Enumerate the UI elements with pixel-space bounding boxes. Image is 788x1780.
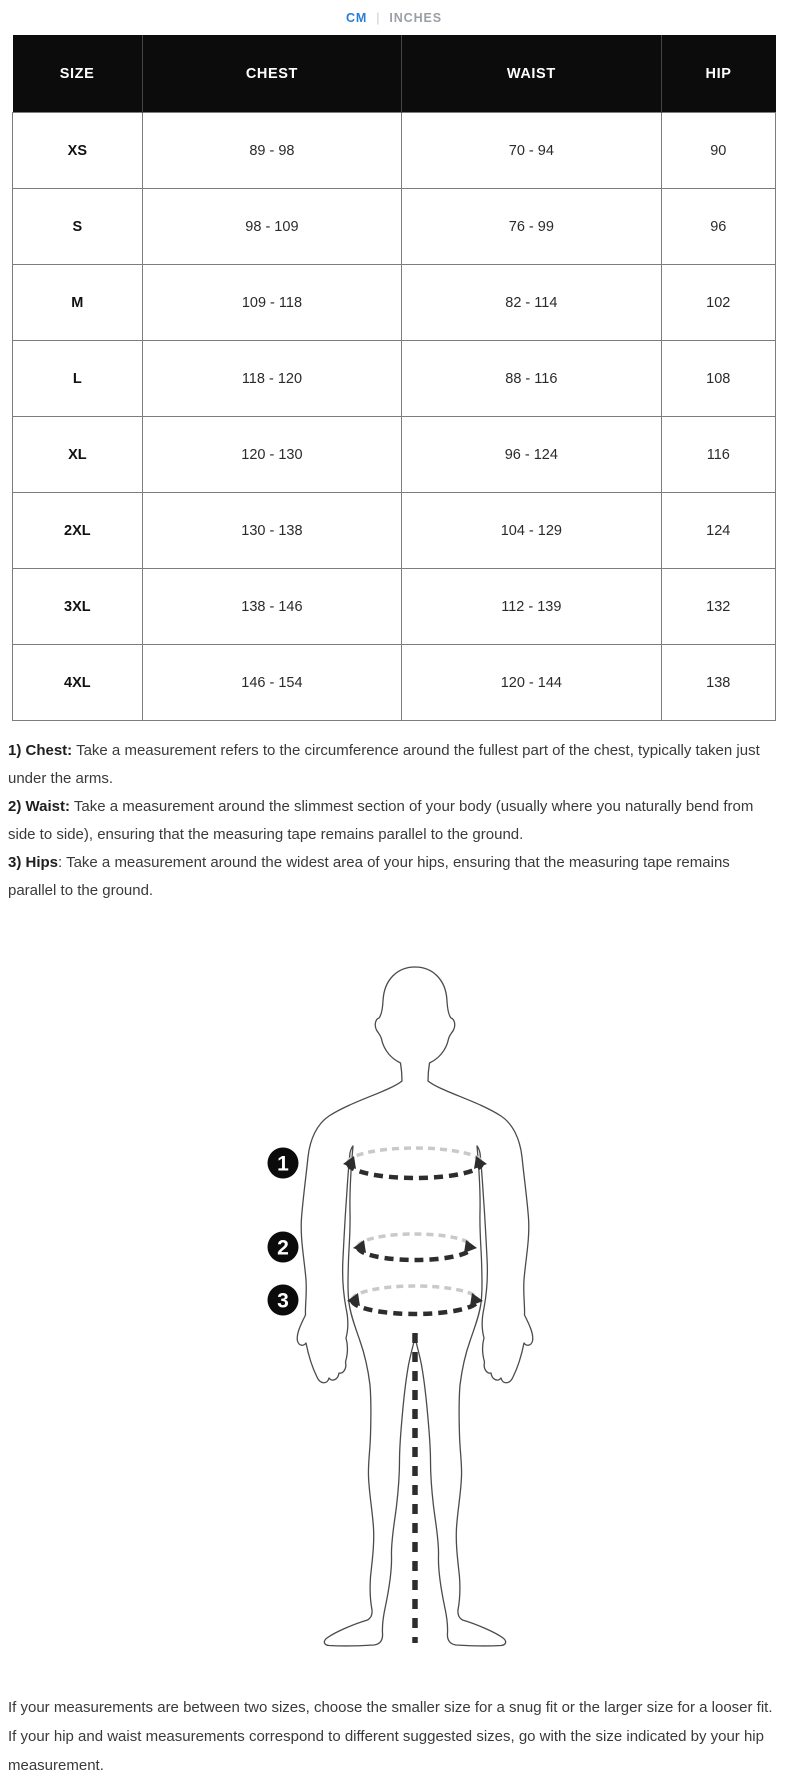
waist-value: 88 - 116 bbox=[402, 341, 661, 417]
size-label: L bbox=[13, 341, 143, 417]
size-label: S bbox=[13, 189, 143, 265]
unit-toggle-inches[interactable]: INCHES bbox=[389, 11, 443, 25]
hip-value: 124 bbox=[661, 493, 775, 569]
size-label: XS bbox=[13, 113, 143, 189]
table-row bbox=[13, 113, 776, 189]
waist-value: 70 - 94 bbox=[402, 113, 661, 189]
header-waist: WAIST bbox=[402, 35, 661, 113]
hip-marker-badge bbox=[268, 1285, 299, 1316]
table-header-row bbox=[13, 35, 776, 113]
table-row bbox=[13, 569, 776, 645]
waist-marker-badge bbox=[268, 1232, 299, 1263]
chest-value: 130 - 138 bbox=[142, 493, 401, 569]
chest-value: 120 - 130 bbox=[142, 417, 401, 493]
waist-value: 82 - 114 bbox=[402, 265, 661, 341]
body-measurement-diagram bbox=[0, 905, 788, 1675]
size-label: M bbox=[13, 265, 143, 341]
header-hip: HIP bbox=[661, 35, 775, 113]
size-chart-table bbox=[12, 35, 776, 721]
chest-value: 109 - 118 bbox=[142, 265, 401, 341]
svg-text:3: 3 bbox=[277, 1289, 289, 1313]
hip-measure-line bbox=[347, 1286, 483, 1314]
chest-value: 146 - 154 bbox=[142, 645, 401, 721]
svg-text:1: 1 bbox=[277, 1152, 289, 1176]
fit-advice-note: If your measurements are between two sizes, choose the smaller size for a snug fit or the larger size for a looser fit. If your hip and waist measurements correspond to different suggested sizes, go with the size indicated by your hip measurement. bbox=[8, 1699, 773, 1774]
waist-value: 104 - 129 bbox=[402, 493, 661, 569]
waist-value: 112 - 139 bbox=[402, 569, 661, 645]
unit-toggle-cm[interactable]: CM bbox=[345, 11, 368, 25]
instruction-hips: 3) Hips: Take a measurement around the widest area of your hips, ensuring that the measuring tape remains parallel to the ground. bbox=[8, 854, 730, 899]
table-row bbox=[13, 265, 776, 341]
size-label: XL bbox=[13, 417, 143, 493]
instruction-waist: 2) Waist: Take a measurement around the slimmest section of your body (usually where you naturally bend from side to side), ensuring that the measuring tape remains parallel to the ground. bbox=[8, 798, 754, 843]
waist-value: 76 - 99 bbox=[402, 189, 661, 265]
hip-value: 90 bbox=[661, 113, 775, 189]
chest-value: 98 - 109 bbox=[142, 189, 401, 265]
header-size: SIZE bbox=[13, 35, 143, 113]
chest-value: 138 - 146 bbox=[142, 569, 401, 645]
waist-value: 96 - 124 bbox=[402, 417, 661, 493]
table-row bbox=[13, 341, 776, 417]
waist-measure-line bbox=[353, 1234, 477, 1260]
table-row bbox=[13, 645, 776, 721]
chest-value: 118 - 120 bbox=[142, 341, 401, 417]
unit-toggle-separator: | bbox=[376, 11, 381, 25]
size-label: 4XL bbox=[13, 645, 143, 721]
svg-text:2: 2 bbox=[277, 1236, 289, 1260]
hip-value: 138 bbox=[661, 645, 775, 721]
body-figure-illustration bbox=[230, 955, 560, 1655]
hip-value: 108 bbox=[661, 341, 775, 417]
chest-marker-badge bbox=[268, 1148, 299, 1179]
chest-measure-line bbox=[343, 1148, 487, 1178]
table-row bbox=[13, 189, 776, 265]
measurement-instructions bbox=[8, 737, 780, 905]
header-chest: CHEST bbox=[142, 35, 401, 113]
hip-value: 96 bbox=[661, 189, 775, 265]
size-label: 3XL bbox=[13, 569, 143, 645]
table-row bbox=[13, 493, 776, 569]
hip-value: 116 bbox=[661, 417, 775, 493]
waist-value: 120 - 144 bbox=[402, 645, 661, 721]
unit-toggle bbox=[0, 0, 788, 27]
chest-value: 89 - 98 bbox=[142, 113, 401, 189]
hip-value: 132 bbox=[661, 569, 775, 645]
table-row bbox=[13, 417, 776, 493]
hip-value: 102 bbox=[661, 265, 775, 341]
size-label: 2XL bbox=[13, 493, 143, 569]
instruction-chest: 1) Chest: Take a measurement refers to the circumference around the fullest part of the chest, typically taken just under the arms. bbox=[8, 742, 760, 787]
